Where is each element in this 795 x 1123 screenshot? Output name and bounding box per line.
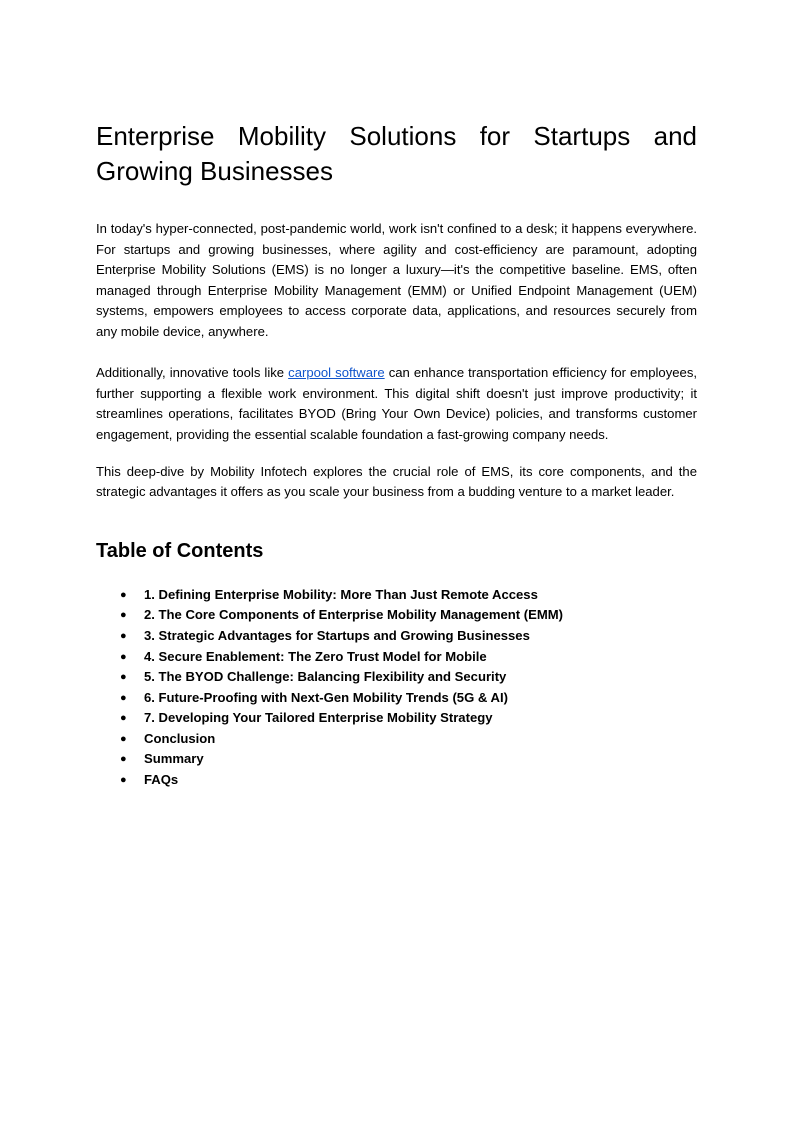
bullet-icon: ●	[120, 712, 127, 725]
carpool-paragraph-before-link: Additionally, innovative tools like	[96, 365, 289, 381]
toc-item-label: 7. Developing Your Tailored Enterprise Mobility Strategy	[144, 710, 493, 726]
toc-item[interactable]	[120, 647, 697, 668]
toc-item[interactable]	[120, 667, 697, 688]
toc-item-label: 5. The BYOD Challenge: Balancing Flexibility and Security	[144, 669, 507, 685]
toc-item-label: 3. Strategic Advantages for Startups and Growing Businesses	[144, 627, 530, 643]
toc-item-label: 6. Future-Proofing with Next-Gen Mobility Trends (5G & AI)	[144, 689, 508, 705]
toc-item[interactable]	[120, 770, 697, 791]
bullet-icon: ●	[120, 671, 127, 684]
bullet-icon: ●	[120, 609, 127, 622]
toc-item-label: 4. Secure Enablement: The Zero Trust Model for Mobile	[144, 648, 487, 664]
bullet-icon: ●	[120, 588, 127, 601]
bullet-icon: ●	[120, 691, 127, 704]
bullet-icon: ●	[120, 629, 127, 642]
toc-list	[96, 585, 697, 791]
bullet-icon: ●	[120, 774, 127, 787]
document-page	[96, 119, 697, 791]
toc-heading: Table of Contents	[96, 539, 264, 562]
carpool-paragraph	[96, 363, 697, 445]
toc-item[interactable]	[120, 688, 697, 709]
toc-item[interactable]	[120, 626, 697, 647]
toc-item-label: Conclusion	[144, 730, 216, 746]
toc-item-label: 2. The Core Components of Enterprise Mobility Management (EMM)	[144, 607, 564, 623]
toc-item[interactable]	[120, 585, 697, 606]
toc-item-label: 1. Defining Enterprise Mobility: More Than Just Remote Access	[144, 586, 538, 602]
page-title-line-1: Enterprise Mobility Solutions for Startups and	[96, 121, 697, 151]
page-title	[96, 119, 697, 189]
toc-item-label: Summary	[144, 751, 204, 767]
carpool-paragraph-after-link: can enhance transportation efficiency for employees, further supporting a flexible work environment. This digital shift doesn't just improve productivity; it streamlines operations, facilitates BYOD (Bring Your Own Device) policies, and transforms customer engagement, providing the essential scalable foundation a fast-growing company needs.	[96, 365, 697, 442]
toc-item[interactable]	[120, 605, 697, 626]
intro-paragraph: In today's hyper-connected, post-pandemic world, work isn't confined to a desk; it happens everywhere. For startups and growing businesses, where agility and cost-efficiency are paramount, adopting Enterprise Mobility Solutions (EMS) is no longer a luxury—it's the competitive baseline. EMS, often managed through Enterprise Mobility Management (EMM) or Unified Endpoint Management (UEM) systems, empowers employees to access corporate data, applications, and resources securely from any mobile device, anywhere.	[96, 221, 697, 339]
toc-item[interactable]	[120, 749, 697, 770]
toc-item[interactable]	[120, 708, 697, 729]
bullet-icon: ●	[120, 753, 127, 766]
bullet-icon: ●	[120, 650, 127, 663]
page-title-line-2: Growing Businesses	[96, 156, 333, 186]
carpool-software-link[interactable]: carpool software	[288, 365, 385, 381]
toc-item[interactable]	[120, 729, 697, 750]
toc-item-label: FAQs	[144, 772, 179, 788]
deep-dive-paragraph: This deep-dive by Mobility Infotech explores the crucial role of EMS, its core components, and the strategic advantages it offers as you scale your business from a budding venture to a market leader.	[96, 463, 697, 500]
bullet-icon: ●	[120, 732, 127, 745]
